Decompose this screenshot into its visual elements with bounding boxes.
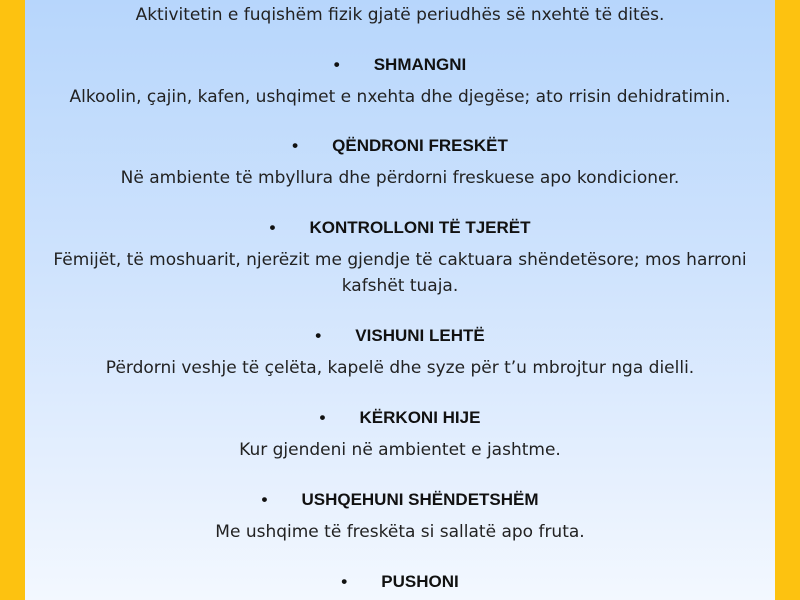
tip-heading-text: VISHUNI LEHTË xyxy=(355,326,485,345)
tip-heading-text: USHQEHUNI SHËNDETSHËM xyxy=(301,490,539,509)
tip-eat-healthy xyxy=(25,489,775,545)
tip-description: Përdorni veshje të çelëta, kapelë dhe syze për t’u mbrojtur nga dielli. xyxy=(105,358,695,378)
tip-heading xyxy=(25,571,775,593)
tip-heading-text: KONTROLLONI TË TJERËT xyxy=(309,218,531,237)
tip-description-line-1: Fëmijët, të moshuarit, njerëzit me gjendje të caktuara shëndetësore; mos harroni xyxy=(53,250,747,270)
tip-rest xyxy=(25,571,775,593)
tip-heading-text: QËNDRONI FRESKËT xyxy=(332,136,508,155)
tip-heading-text: KËRKONI HIJE xyxy=(359,408,481,427)
intro-text-block xyxy=(25,2,775,28)
tip-heading xyxy=(25,325,775,347)
tip-heading-text: SHMANGNI xyxy=(373,55,467,74)
bullet-icon: • xyxy=(341,572,348,591)
tip-heading xyxy=(25,407,775,429)
tip-dress-light xyxy=(25,325,775,381)
tip-heading xyxy=(25,135,775,157)
tip-stay-cool xyxy=(25,135,775,191)
bullet-icon: • xyxy=(292,136,299,155)
tip-heading xyxy=(25,217,775,239)
tip-description-line-2: kafshët tuaja. xyxy=(341,276,459,296)
intro-description: Aktivitetin e fuqishëm fizik gjatë periudhës së nxehtë të ditës. xyxy=(135,5,665,25)
tip-seek-shade xyxy=(25,407,775,463)
bullet-icon: • xyxy=(319,408,326,427)
content-panel xyxy=(25,0,775,600)
tip-heading xyxy=(25,54,775,76)
tip-heading-text: PUSHONI xyxy=(381,572,459,591)
tip-description: Alkoolin, çajin, kafen, ushqimet e nxehta dhe djegëse; ato rrisin dehidratimin. xyxy=(69,87,731,107)
tip-avoid xyxy=(25,54,775,110)
tip-check-others xyxy=(25,217,775,299)
tip-heading xyxy=(25,489,775,511)
tip-description: Me ushqime të freskëta si sallatë apo fruta. xyxy=(215,522,585,542)
tip-description: Kur gjendeni në ambientet e jashtme. xyxy=(239,440,561,460)
bullet-icon: • xyxy=(261,490,268,509)
bullet-icon: • xyxy=(315,326,322,345)
bullet-icon: • xyxy=(333,55,340,74)
bullet-icon: • xyxy=(269,218,276,237)
tip-description: Në ambiente të mbyllura dhe përdorni freskuese apo kondicioner. xyxy=(120,168,680,188)
